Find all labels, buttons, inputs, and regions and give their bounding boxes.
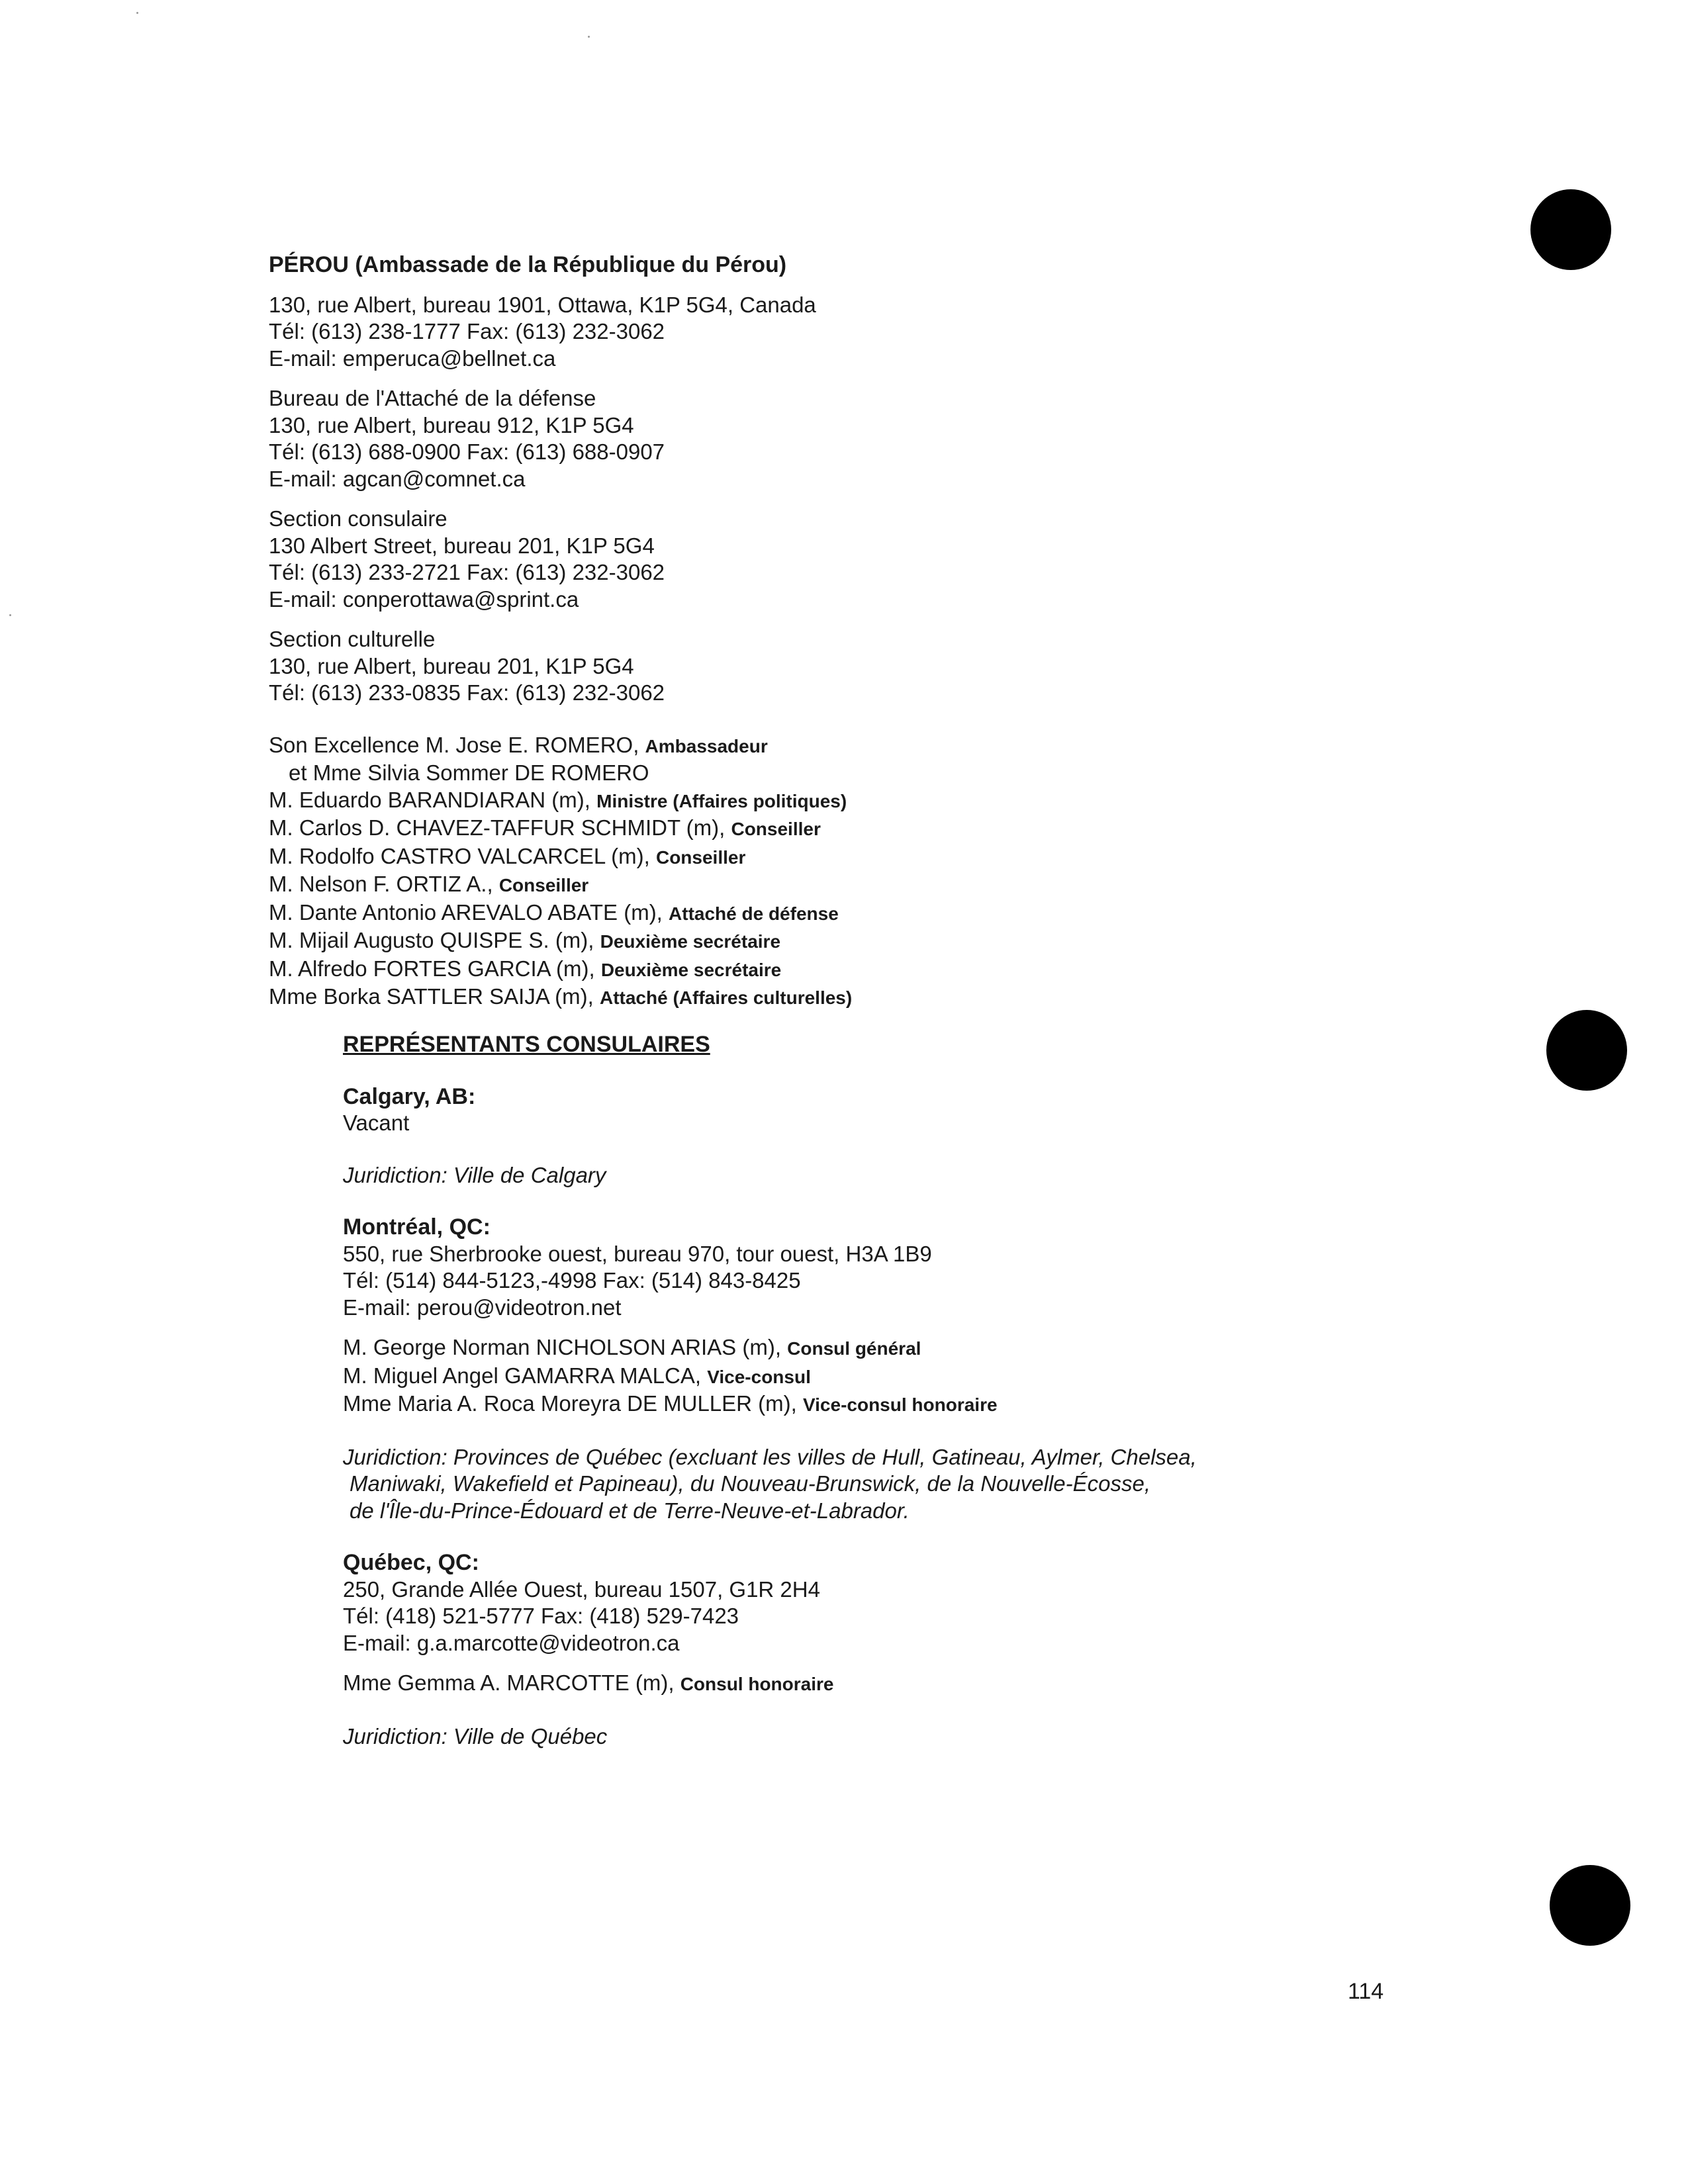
- staff-title: Conseiller: [655, 846, 746, 868]
- staff-title: Vice-consul: [707, 1366, 811, 1387]
- address-line: 550, rue Sherbrooke ouest, bureau 970, tour ouest, H3A 1B9: [343, 1241, 932, 1266]
- staff-name: M. Miguel Angel GAMARRA MALCA,: [343, 1363, 708, 1388]
- office-name: Section culturelle: [269, 627, 436, 651]
- staff-title: Attaché de défense: [669, 903, 839, 924]
- email-line: E-mail: agcan@comnet.ca: [269, 466, 526, 491]
- montreal-entry: [343, 1214, 1534, 1524]
- staff-entry: [269, 732, 1526, 760]
- cultural-section-block: [269, 626, 1526, 707]
- address-line: 250, Grande Allée Ouest, bureau 1507, G1R 2H4: [343, 1576, 820, 1602]
- consular-representatives: [343, 1031, 1534, 1750]
- phone-line: Tél: (418) 521-5777 Fax: (418) 529-7423: [343, 1604, 739, 1628]
- jurisdiction-text: Juridiction: Provinces de Québec (excluant les villes de Hull, Gatineau, Aylmer, Chelsea,: [343, 1444, 1197, 1469]
- staff-name: Mme Borka SATTLER SAIJA (m),: [269, 984, 600, 1009]
- staff-name: M. Carlos D. CHAVEZ-TAFFUR SCHMIDT (m),: [269, 815, 731, 840]
- staff-entry: [269, 815, 1526, 843]
- staff-entry: [343, 1334, 1534, 1363]
- defense-attache-block: [269, 385, 1526, 492]
- staff-name: M. Dante Antonio AREVALO ABATE (m),: [269, 899, 669, 925]
- staff-name: M. Mijail Augusto QUISPE S. (m),: [269, 928, 600, 952]
- phone-line: Tél: (613) 238-1777 Fax: (613) 232-3062: [269, 319, 665, 343]
- staff-entry: [269, 899, 1526, 928]
- staff-entry: [269, 871, 1526, 899]
- punch-hole-top: [1530, 189, 1611, 270]
- consular-section-title: REPRÉSENTANTS CONSULAIRES: [343, 1032, 710, 1057]
- embassy-address-block: [269, 292, 1526, 373]
- scan-speck: [136, 12, 138, 14]
- staff-title: Consul honoraire: [680, 1674, 834, 1694]
- jurisdiction-text: Maniwaki, Wakefield et Papineau), du Nouveau-Brunswick, de la Nouvelle-Écosse,: [350, 1471, 1150, 1496]
- staff-entry: [269, 927, 1526, 956]
- staff-title: Vice-consul honoraire: [802, 1394, 998, 1415]
- staff-entry: [343, 1390, 1534, 1419]
- office-name: Section consulaire: [269, 506, 447, 531]
- city-heading: Montréal, QC:: [343, 1214, 491, 1240]
- punch-hole-bottom: [1550, 1865, 1630, 1946]
- address-line: 130, rue Albert, bureau 912, K1P 5G4: [269, 412, 634, 437]
- staff-entry: [343, 1363, 1534, 1391]
- email-line: E-mail: conperottawa@sprint.ca: [269, 586, 579, 612]
- staff-name: M. George Norman NICHOLSON ARIAS (m),: [343, 1335, 788, 1359]
- address-line: 130, rue Albert, bureau 201, K1P 5G4: [269, 653, 634, 678]
- embassy-staff-list: [269, 732, 1526, 1012]
- city-heading: Calgary, AB:: [343, 1083, 476, 1109]
- staff-title: Deuxième secrétaire: [600, 931, 781, 952]
- staff-entry: [269, 787, 1526, 815]
- scan-speck: [588, 36, 590, 38]
- embassy-heading: PÉROU (Ambassade de la République du Pérou): [269, 252, 787, 277]
- staff-name: M. Rodolfo CASTRO VALCARCEL (m),: [269, 843, 656, 868]
- staff-title: Conseiller: [498, 875, 589, 895]
- punch-hole-middle: [1546, 1010, 1627, 1091]
- staff-entry: [269, 760, 1526, 787]
- consular-section-block: [269, 506, 1526, 613]
- staff-name: Mme Maria A. Roca Moreyra DE MULLER (m),: [343, 1391, 803, 1416]
- calgary-entry: [343, 1083, 1534, 1189]
- staff-entry: [269, 843, 1526, 872]
- jurisdiction-text: Juridiction: Ville de Québec: [343, 1723, 608, 1749]
- staff-entry: [343, 1670, 1534, 1698]
- status-text: Vacant: [343, 1111, 410, 1135]
- address-line: 130, rue Albert, bureau 1901, Ottawa, K1P 5G4, Canada: [269, 292, 816, 317]
- staff-name: Son Excellence M. Jose E. ROMERO,: [269, 732, 645, 757]
- staff-title: Ambassadeur: [645, 735, 768, 756]
- page-number: 114: [1348, 1979, 1384, 2004]
- embassy-section: [269, 251, 1526, 1012]
- address-line: 130 Albert Street, bureau 201, K1P 5G4: [269, 533, 655, 558]
- staff-title: Ministre (Affaires politiques): [596, 790, 847, 811]
- phone-line: Tél: (613) 688-0900 Fax: (613) 688-0907: [269, 439, 665, 464]
- staff-title: Conseiller: [731, 819, 821, 839]
- email-line: E-mail: perou@videotron.net: [343, 1295, 622, 1320]
- staff-entry: [269, 956, 1526, 984]
- staff-title: Consul général: [787, 1338, 921, 1359]
- scan-speck: [9, 614, 11, 616]
- staff-name: et Mme Silvia Sommer DE ROMERO: [289, 760, 649, 785]
- staff-title: Deuxième secrétaire: [600, 959, 782, 980]
- jurisdiction-text: de l'Île-du-Prince-Édouard et de Terre-Neuve-et-Labrador.: [350, 1498, 910, 1523]
- staff-name: M. Nelson F. ORTIZ A.,: [269, 872, 499, 896]
- jurisdiction-text: Juridiction: Ville de Calgary: [343, 1162, 606, 1187]
- staff-name: M. Alfredo FORTES GARCIA (m),: [269, 956, 601, 981]
- staff-title: Attaché (Affaires culturelles): [599, 987, 853, 1008]
- staff-name: Mme Gemma A. MARCOTTE (m),: [343, 1670, 680, 1695]
- phone-line: Tél: (613) 233-0835 Fax: (613) 232-3062: [269, 680, 665, 705]
- email-line: E-mail: emperuca@bellnet.ca: [269, 345, 556, 371]
- phone-line: Tél: (613) 233-2721 Fax: (613) 232-3062: [269, 560, 665, 584]
- quebec-entry: [343, 1549, 1534, 1750]
- phone-line: Tél: (514) 844-5123,-4998 Fax: (514) 843-8425: [343, 1268, 801, 1293]
- staff-entry: [269, 983, 1526, 1012]
- city-heading: Québec, QC:: [343, 1550, 479, 1575]
- email-line: E-mail: g.a.marcotte@videotron.ca: [343, 1630, 680, 1655]
- staff-name: M. Eduardo BARANDIARAN (m),: [269, 787, 597, 812]
- office-name: Bureau de l'Attaché de la défense: [269, 386, 596, 410]
